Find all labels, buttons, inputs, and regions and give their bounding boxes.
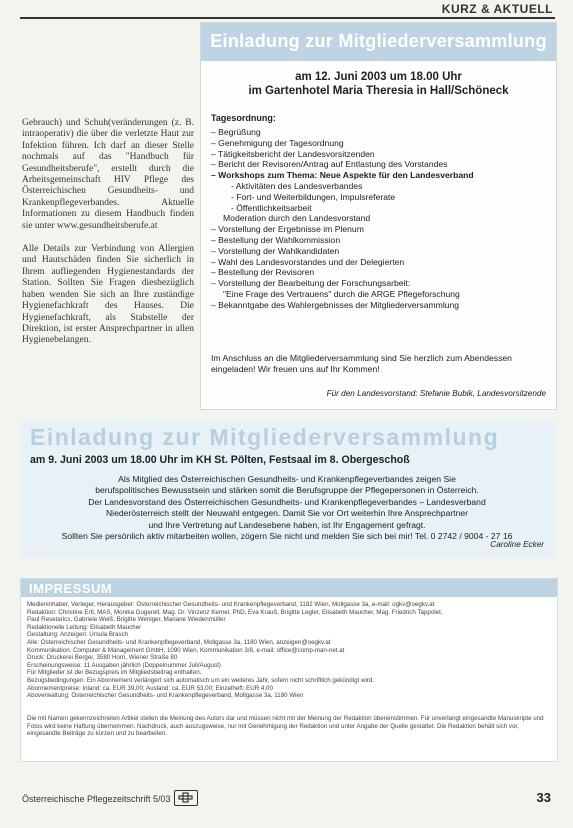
- invitation-closing: Im Anschluss an die Mitgliederversammlung sind Sie herzlich zum Abendessen eingeladen! Wir freuen uns auf Ihr Kommen!: [211, 353, 512, 374]
- agenda-item: "Eine Frage des Vertrauens" durch die ARGE Pflegeforschung: [223, 288, 460, 299]
- agenda-item: – Vorstellung der Ergebnisse im Plenum: [211, 224, 364, 235]
- agenda-item: – Vorstellung der Wahlkandidaten: [211, 245, 340, 256]
- invitation-box-tirol: [200, 22, 557, 410]
- footer-journal-name: Österreichische Pflegezeitschrift 5/03: [22, 794, 171, 804]
- agenda-item: – Wahl des Landesvorstandes und der Delegierten: [211, 256, 405, 267]
- agenda-item: – Tätigkeitsbericht der Landesvorsitzenden: [211, 148, 375, 159]
- impressum-lines: [27, 601, 551, 700]
- invitation-date-place: am 9. Juni 2003 um 18.00 Uhr im KH St. Pölten, Festsaal im 8. Obergeschoß: [30, 454, 410, 466]
- agenda-item: Moderation durch den Landesvorstand: [223, 213, 371, 224]
- agenda-item: – Bestellung der Wahlkommission: [211, 234, 341, 245]
- impressum-line: Alle: Österreichischer Gesundheits- und Krankenpflegeverband, Mollgasse 3a, 1180 Wien, anzeigen@oegkv.at: [27, 638, 331, 646]
- article-paragraph-2: Alle Details zur Verbindung von Allergien und Hautschäden finden Sie sicherlich in Ihrem aufliegenden Hygienestandards der Station. Sollten Sie Fragen diesbezüglich haben wenden Sie sich an Ihre zuständige Hygienefachkraft des Hauses. Die Hygienefachkraft, als Stabstelle der Direktion, ist erster Ansprechpartner in allen Hygienebelangen.: [22, 244, 194, 346]
- agenda-item: – Vorstellung der Bearbeitung der Forschungsarbeit:: [211, 278, 411, 289]
- invitation-title: Einladung zur Mitgliederversammlung: [210, 31, 547, 51]
- agenda-item: – Begrüßung: [211, 127, 261, 137]
- impressum-line: Für Mitglieder ist der Bezugspreis im Mitgliedsbeitrag enthalten.: [27, 669, 202, 677]
- invitation-box-noe: [20, 420, 556, 558]
- page-number: 33: [536, 790, 551, 805]
- impressum-line: Aboverwaltung: Österreichischer Gesundheits- und Krankenpflegeverband, Mollgasse 3a, 1180 Wien: [27, 692, 304, 700]
- agenda-item: - Öffentlichkeitsarbeit: [231, 202, 312, 213]
- agenda-item: – Bericht der Revisoren/Antrag auf Entlastung des Vorstandes: [211, 159, 448, 170]
- agenda-item: – Workshops zum Thema: Neue Aspekte für den Landesverband: [211, 170, 474, 181]
- impressum-line: Kommunikation: Computer & Management GmbH, 1090 Wien, Kommunikation 3/8, e-mail: office@comp-man-net.at: [27, 646, 345, 654]
- invitation-signature: Für den Landesvorstand: Stefanie Bubik, Landesvorsitzende: [326, 389, 546, 398]
- article-paragraph-1: Gebrauch) und Schuh(veränderungen (z. B. intraoperativ) die über die verletzte Haut zur Infektion führen. Ich darf an dieser Stelle nochmals auf das "Handbuch für Gesundheitsberufe", erstellt durch die Arbeitsgemeinschaft HIV Pflege des Österreichischen Gesundheits- und Krankenpflegeverbandes. Aktuelle Informationen zu diesem Handbuch finden sie unter www.gesundheitsberufe.at: [22, 118, 194, 231]
- invitation-date: am 12. Juni 2003 um 18.00 Uhr: [295, 71, 462, 83]
- agenda-item: - Fort- und Weiterbildungen, Impulsreferate: [231, 191, 396, 202]
- section-label: KURZ & AKTUELL: [441, 2, 553, 16]
- impressum-line: Redaktion: Christine Ertl, MAS, Monika Gugerell, Mag. Dr. Vinzenz Kernel, PhD, Eva Krauß, Brigitte Legler, Elisabeth Maucher, Mag. Friedrich Tappolet,: [27, 608, 443, 616]
- invitation-place: im Gartenhotel Maria Theresia in Hall/Schöneck: [248, 85, 509, 97]
- impressum-line: Abonnementpreise: Inland: ca. EUR 39,00; Ausland: ca. EUR 53,00; Einzelheft: EUR 4,00: [27, 684, 273, 692]
- body-line: und Ihre Vertretung auf Landesebene haben, ist Ihr Engagement gefragt.: [148, 519, 426, 530]
- invitation-signature: Caroline Ecker: [490, 540, 544, 549]
- body-line: Sollten Sie persönlich aktiv mitarbeiten wollen, zögern Sie nicht und melden Sie sich bei mir! Tel. 0 2742 / 9004 - 27 16: [61, 531, 513, 542]
- impressum-note: Die mit Namen gekennzeichneten Artikel stellen die Meinung des Autors dar und müssen nicht mit der Meinung der Redaktion übereinstimmen. Für unverlangt eingesandte Manuskripte und Fotos wird keine Haftung übernommen. Nachdruck, auch auszugsweise, nur mit Genehmigung der Redaktion und unter Angabe der Quelle gestattet. Die Redaktion behält sich vor, eingesandte Beiträge zu kürzen und zu bearbeiten.: [27, 715, 544, 738]
- invitation-title: Einladung zur Mitgliederversammlung: [30, 424, 500, 450]
- agenda-item: – Bekanntgabe des Wahlergebnisses der Mitgliederversammlung: [211, 299, 460, 310]
- journal-logo-icon: [174, 790, 198, 806]
- body-line: Der Landesvorstand des Österreichischen Gesundheits- und Krankenpflegeverbandes – Landesverband: [88, 496, 486, 507]
- agenda-item: – Genehmigung der Tagesordnung: [211, 137, 344, 148]
- top-rule: [20, 17, 555, 19]
- body-line: Niederösterreich stellt der Neuwahl entgegen. Damit Sie vor Ort weiterhin Ihre Ansprechpartner: [105, 508, 469, 519]
- impressum-line: Medieninhaber, Verleger, Herausgeber: Österreichischer Gesundheits- und Krankenpflegeverband, 1182 Wien, Mollgasse 3a, e-mail: ogkv@oegkv.at: [27, 601, 435, 608]
- impressum-line: Druck: Druckerei Berger, 3580 Horn, Wiener Straße 80: [27, 654, 178, 662]
- impressum-line: Paul Resetarics, Gabriele Weiß, Brigitte Weniger, Mariane Wiedenmüller: [27, 616, 226, 624]
- impressum-title: IMPRESSUM: [29, 581, 113, 596]
- body-line: Als Mitglied des Österreichischen Gesundheits- und Krankenpflegeverbandes zeigen Sie: [118, 474, 456, 484]
- agenda-item: - Aktivitäten des Landesverbandes: [231, 180, 363, 191]
- invitation-body: [30, 474, 544, 542]
- impressum-line: Redaktionelle Leitung: Elisabeth Maucher: [27, 623, 142, 631]
- agenda-list: [211, 127, 474, 311]
- impressum-line: Erscheinungsweise: 11 Ausgaben jährlich (Doppelnummer Juli/August): [27, 661, 221, 669]
- left-article-column: [22, 118, 194, 359]
- impressum-line: Gestaltung: Anzeigen: Ursula Brasch: [27, 631, 129, 639]
- impressum-line: Bezugsbedingungen: Ein Abonnement verlängert sich automatisch um ein weiteres Jahr, sofern nicht schriftlich gekündigt wird.: [27, 676, 375, 684]
- body-line: berufspolitisches Bewusstsein und stärken somit die Berufsgruppe der Pflegepersonen in Österreich.: [95, 485, 479, 496]
- agenda-heading: Tagesordnung:: [211, 113, 276, 123]
- impressum-box: [20, 578, 558, 762]
- agenda-item: – Bestellung der Revisoren: [211, 267, 315, 278]
